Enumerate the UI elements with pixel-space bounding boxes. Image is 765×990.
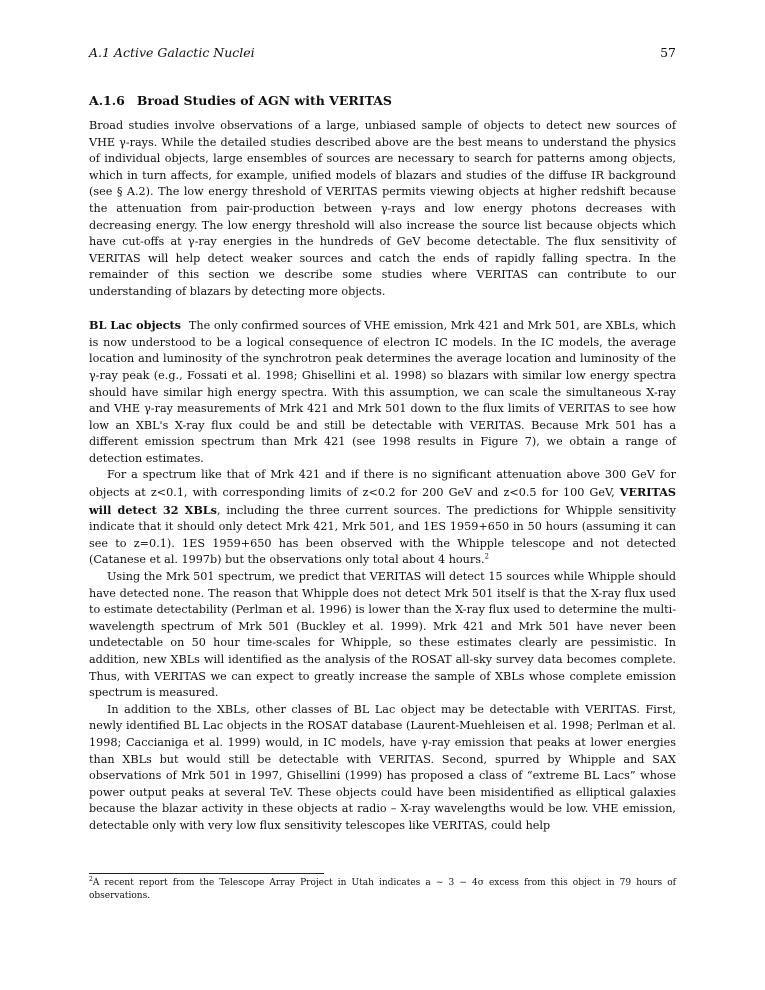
section-number: A.1.6 xyxy=(89,93,125,108)
bl-lac-paragraph-4: In addition to the XBLs, other classes of BL Lac object may be detectable with VERITAS. First, newly identified BL Lac objects in the ROSAT database (Laurent-Muehleisen et al. 1998; Perlman et al. 1998; Caccianiga et al. 1999) would, in IC models, have γ-ray emission that peaks at lower energies than XBLs but would still be detectable with VERITAS. Second, spurred by Whipple and SAX observations of Mrk 501 in 1997, Ghisellini (1999) has proposed a class of “extreme BL Lacs” whose power output peaks at several TeV. These objects could have been misidentified as elliptical galaxies because the blazar activity in these objects at radio – X-ray wavelengths would be low. VHE emission, detectable only with very low flux sensitivity telescopes like VERITAS, could help xyxy=(89,702,676,832)
bl-lac-paragraph-2 xyxy=(89,467,676,569)
footnote-divider xyxy=(89,873,324,874)
footnote-text: A recent report from the Telescope Array Project in Utah indicates a ∼ 3 − 4σ excess from this object in 79 hours of observations. xyxy=(89,878,676,901)
bl-lac-paragraph-2-text-a: For a spectrum like that of Mrk 421 and if there is no significant attenuation above 300 GeV for objects at z<0.1, with corresponding limits of z<0.2 for 200 GeV and z<0.5 for 100 GeV, xyxy=(89,468,676,500)
footnote-mark: 2 xyxy=(89,876,93,883)
footnote-reference[interactable]: 2 xyxy=(484,552,489,561)
section-title: Broad Studies of AGN with VERITAS xyxy=(136,93,392,108)
running-title: A.1 Active Galactic Nuclei xyxy=(89,45,255,60)
running-header xyxy=(89,44,676,64)
bl-lac-heading: BL Lac objects xyxy=(89,318,181,333)
page-body xyxy=(89,44,676,835)
bl-lac-paragraph-3: Using the Mrk 501 spectrum, we predict that VERITAS will detect 15 sources while Whipple should have detected none. The reason that Whipple does not detect Mrk 501 itself is that the X-ray flux used to estimate detectability (Perlman et al. 1996) is lower than the X-ray flux used to determine the multi-wavelength spectrum of Mrk 501 (Buckley et al. 1999). Mrk 421 and Mrk 501 have never been undetectable on 50 hour time-scales for Whipple, so these estimates clearly are pessimistic. In addition, new XBLs will identified as the analysis of the ROSAT all-sky survey data becomes complete. Thus, with VERITAS we can expect to greatly increase the sample of XBLs whose complete emission spectrum is measured. xyxy=(89,570,676,700)
veritas-detection-highlight: VERITAS will detect 32 XBLs xyxy=(89,485,676,517)
page-number: 57 xyxy=(660,45,676,60)
bl-lac-paragraph-1-text: The only confirmed sources of VHE emission, Mrk 421 and Mrk 501, are XBLs, which is now understood to be a logical consequence of electron IC models. In the IC models, the average location and luminosity of the synchrotron peak determines the average location and luminosity of the γ-ray peak (e.g., Fossati et al. 1998; Ghisellini et al. 1998) so blazars with similar low energy spectra should have similar high energy spectra. With this assumption, we can scale the simultaneous X-ray and VHE γ-ray measurements of Mrk 421 and Mrk 501 down to the flux limits of VERITAS to see how low an XBL's X-ray flux could be and still be detectable with VERITAS. Because Mrk 501 has a different emission spectrum than Mrk 421 (see 1998 results in Figure 7), we obtain a range of detection estimates. xyxy=(89,319,676,465)
bl-lac-paragraph-1 xyxy=(89,317,676,467)
bl-lac-paragraph-2-text-b: , including the three current sources. The predictions for Whipple sensitivity indicate that it should only detect Mrk 421, Mrk 501, and 1ES 1959+650 in 50 hours (assuming it can see to z=0.1). 1ES 1959+650 has been observed with the Whipple telescope and not detected (Catanese et al. 1997b) but the observations only total about 4 hours. xyxy=(89,503,677,567)
footnote xyxy=(89,877,676,903)
section-heading xyxy=(89,92,676,110)
section-intro-paragraph: Broad studies involve observations of a large, unbiased sample of objects to detect new sources of VHE γ-rays. While the detailed studies described above are the best means to understand the physics of individual objects, large ensembles of sources are necessary to search for patterns among objects, which in turn affects, for example, unified models of blazars and studies of the diffuse IR background (see § A.2). The low energy threshold of VERITAS permits viewing objects at higher redshift because the attenuation from pair-production between γ-rays and low energy photons decreases with decreasing energy. The low energy threshold will also increase the source list because objects which have cut-offs at γ-ray energies in the hundreds of GeV become detectable. The flux sensitivity of VERITAS will help detect weaker sources and catch the ends of rapidly falling spectra. In the remainder of this section we describe some studies where VERITAS can contribute to our understanding of blazars by detecting more objects. xyxy=(89,119,676,298)
